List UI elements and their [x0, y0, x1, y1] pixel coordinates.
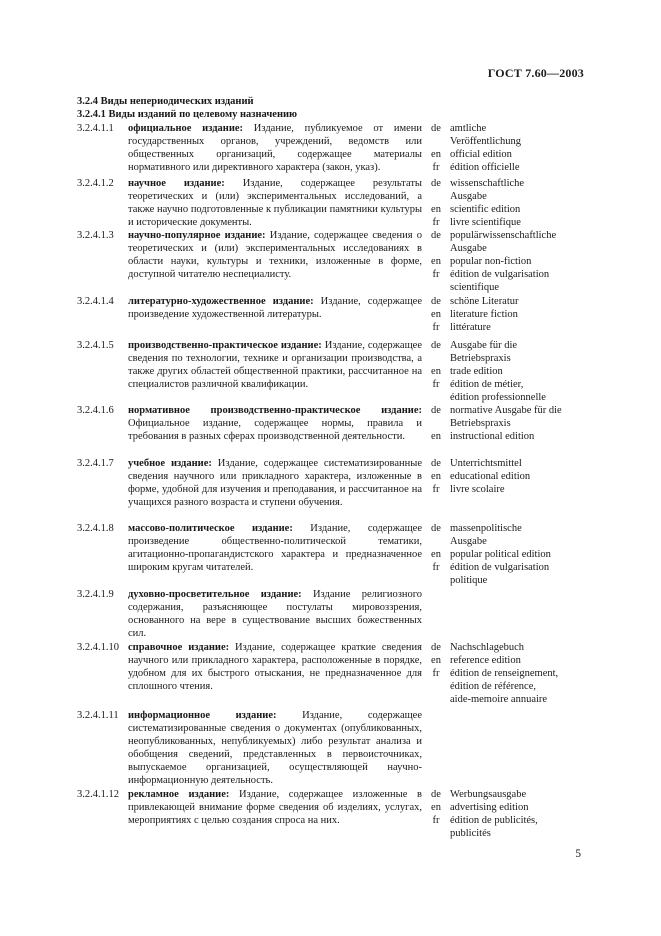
translation-text: édition de métier, — [450, 378, 524, 390]
translation-row — [422, 379, 602, 392]
translation-text: scientific edition — [450, 203, 521, 215]
translation-row — [422, 230, 602, 243]
translation-row — [422, 815, 602, 828]
entry-term: нормативное производственно-практическое издание: — [128, 405, 422, 416]
section-title: 3.2.4 Виды непериодических изданий — [77, 96, 254, 107]
translation-row — [422, 828, 602, 841]
language-code — [422, 282, 450, 295]
entry-definition — [128, 178, 422, 230]
translation-row — [422, 458, 602, 471]
translation-text: édition de vulgarisation — [450, 561, 550, 573]
translation-text: livre scolaire — [450, 483, 505, 495]
entry-term: научное издание: — [128, 178, 225, 189]
language-code: en — [431, 203, 441, 215]
language-code — [422, 243, 450, 256]
language-code: en — [431, 148, 441, 160]
language-code: de — [431, 523, 441, 534]
translation-row — [422, 136, 602, 149]
language-code: en — [431, 430, 441, 442]
translation-row — [422, 191, 602, 204]
translation-row — [422, 256, 602, 269]
translation-row — [422, 217, 602, 230]
entry-number: 3.2.4.1.8 — [77, 523, 114, 534]
translation-row — [422, 802, 602, 815]
entry-text: Издание, содержащее изложенные в привлекающей внимание форме сведения об изделиях, услугах, мероприятиях с целью создания спроса на них. — [128, 789, 422, 826]
translations — [422, 230, 602, 295]
translations — [422, 296, 602, 335]
language-code: en — [431, 548, 441, 560]
entry-definition — [128, 458, 422, 510]
translations — [422, 178, 602, 230]
entry-text: Издание, содержащее произведение общественно-политической тематики, агитационно-пропагандистского характера и предназначенное широким кругам читателей. — [128, 523, 422, 573]
entry-text: Издание, публикуемое от имени государственных органов, учреждений, ведомств или общественных организаций, содержащее материалы нормативного или директивного характера (закон, указ). — [128, 123, 422, 173]
translation-row — [422, 243, 602, 256]
translation-row — [422, 681, 602, 694]
document-header: ГОСТ 7.60—2003 — [487, 66, 584, 80]
translation-row — [422, 642, 602, 655]
translation-row — [422, 523, 602, 536]
translations — [422, 523, 602, 588]
entry-text: Издание религиозного содержания, разъясняющее постулаты мировоззрения, основанного на вере в существование высших божественных сил. — [128, 589, 423, 639]
language-code: fr — [432, 483, 440, 495]
entry-text: Издание, содержащее сведения по технологии, технике и организации производства, а также других областей общественной практики, рассчитанное на специалистов различной квалификации. — [128, 340, 422, 390]
language-code: fr — [432, 216, 440, 228]
language-code — [422, 694, 450, 707]
translation-row — [422, 366, 602, 379]
language-code — [422, 575, 450, 588]
translation-row — [422, 575, 602, 588]
entry-text: Издание, содержащее результаты теоретических и (или) экспериментальных исследований, а также научно подготовленные к публикации памятники культуры и исторические документы. — [128, 178, 422, 228]
page-number: 5 — [575, 848, 581, 860]
translation-row — [422, 392, 602, 405]
language-code: de — [431, 405, 441, 416]
translation-row — [422, 282, 602, 295]
translations — [422, 458, 602, 497]
language-code — [422, 136, 450, 149]
entry-definition — [128, 340, 422, 392]
entry-definition — [128, 710, 422, 787]
translation-row — [422, 178, 602, 191]
translations — [422, 123, 602, 175]
entry-term: информационное издание: — [128, 710, 277, 721]
entry-number: 3.2.4.1.11 — [77, 710, 119, 721]
entry-number: 3.2.4.1.5 — [77, 340, 114, 351]
translation-text: littérature — [450, 321, 491, 333]
translation-text: trade edition — [450, 365, 503, 377]
translation-row — [422, 562, 602, 575]
entry-term: производственно-практическое издание: — [128, 340, 322, 351]
translation-row — [422, 296, 602, 309]
entry-term: духовно-просветительное издание: — [128, 589, 302, 600]
entry-definition — [128, 123, 422, 175]
entry-term: официальное издание: — [128, 123, 244, 134]
translation-row — [422, 123, 602, 136]
language-code — [422, 828, 450, 841]
translation-text: official edition — [450, 148, 512, 160]
language-code — [422, 681, 450, 694]
language-code: en — [431, 654, 441, 666]
translation-row — [422, 484, 602, 497]
entry-number: 3.2.4.1.1 — [77, 123, 114, 134]
language-code: de — [431, 296, 441, 307]
translation-text: reference edition — [450, 654, 521, 666]
entry-definition — [128, 642, 422, 694]
translation-text: scientifique — [450, 281, 499, 293]
translation-row — [422, 340, 602, 353]
entry-term: массово-политическое издание: — [128, 523, 293, 534]
translations — [422, 340, 602, 405]
language-code: fr — [432, 561, 440, 573]
entry-definition — [128, 589, 422, 641]
entry-text: Издание, содержащее произведение художественной литературы. — [128, 296, 422, 320]
translations — [422, 405, 602, 444]
translation-text: massenpolitische — [450, 523, 522, 534]
translation-row — [422, 322, 602, 335]
translation-row — [422, 668, 602, 681]
language-code: de — [431, 642, 441, 653]
translation-text: Werbungsausgabe — [450, 789, 527, 800]
translation-text: literature fiction — [450, 308, 518, 320]
entry-number: 3.2.4.1.6 — [77, 405, 114, 416]
language-code — [422, 353, 450, 366]
translation-row — [422, 655, 602, 668]
translation-row — [422, 204, 602, 217]
entry-term: рекламное издание: — [128, 789, 230, 800]
language-code — [422, 392, 450, 405]
entry-number: 3.2.4.1.4 — [77, 296, 114, 307]
translation-row — [422, 431, 602, 444]
translation-text: publicités — [450, 827, 491, 839]
translation-row — [422, 536, 602, 549]
language-code: en — [431, 255, 441, 267]
entry-number: 3.2.4.1.10 — [77, 642, 119, 653]
translation-row — [422, 418, 602, 431]
entry-number: 3.2.4.1.12 — [77, 789, 119, 800]
translation-row — [422, 694, 602, 707]
language-code: de — [431, 340, 441, 351]
translations — [422, 789, 602, 841]
translation-text: educational edition — [450, 470, 531, 482]
entry-number: 3.2.4.1.3 — [77, 230, 114, 241]
translation-text: édition de renseignement, — [450, 667, 559, 679]
language-code: fr — [432, 321, 440, 333]
language-code: en — [431, 470, 441, 482]
translation-row — [422, 149, 602, 162]
language-code: en — [431, 365, 441, 377]
entry-definition — [128, 230, 422, 282]
entry-term: справочное издание: — [128, 642, 230, 653]
translation-text: popular political edition — [450, 548, 551, 560]
translation-text: politique — [450, 574, 488, 586]
translation-text: Betriebspraxis — [450, 352, 511, 364]
translation-text: édition professionnelle — [450, 391, 546, 403]
translation-text: schöne Literatur — [450, 296, 519, 307]
entry-text: Издание, содержащее систематизированные сведения о документах (опубликованных, неопубликованных, непубликуемых) либо результат анализа и обобщения сведений, представленных в первоисточниках, выпускаемое организацией, осуществляющей научно-информационную деятельность. — [128, 710, 423, 786]
language-code: fr — [432, 378, 440, 390]
translation-text: Ausgabe — [450, 535, 487, 547]
entry-definition — [128, 296, 422, 322]
entry-number: 3.2.4.1.7 — [77, 458, 114, 469]
translation-row — [422, 269, 602, 282]
translation-text: instructional edition — [450, 430, 535, 442]
subsection-title: 3.2.4.1 Виды изданий по целевому назначению — [77, 109, 298, 120]
translation-text: édition de vulgarisation — [450, 268, 550, 280]
language-code: de — [431, 230, 441, 241]
translation-row — [422, 549, 602, 562]
language-code: fr — [432, 814, 440, 826]
entry-number: 3.2.4.1.9 — [77, 589, 114, 600]
translation-text: Nachschlagebuch — [450, 642, 525, 653]
entry-term: учебное издание: — [128, 458, 212, 469]
language-code: fr — [432, 161, 440, 173]
entry-definition — [128, 523, 422, 575]
translation-row — [422, 471, 602, 484]
translation-text: Veröffentlichung — [450, 135, 521, 147]
language-code: en — [431, 308, 441, 320]
language-code: en — [431, 801, 441, 813]
language-code: fr — [432, 667, 440, 679]
translation-text: livre scientifique — [450, 216, 521, 228]
translation-text: amtliche — [450, 123, 487, 134]
translation-text: édition officielle — [450, 161, 520, 173]
entry-term: научно-популярное издание: — [128, 230, 266, 241]
language-code: fr — [432, 268, 440, 280]
language-code — [422, 418, 450, 431]
translation-text: Betriebspraxis — [450, 417, 511, 429]
translation-text: édition de publicités, — [450, 814, 538, 826]
translation-text: aide-memoire annuaire — [450, 693, 548, 705]
translation-text: Ausgabe — [450, 242, 487, 254]
entry-number: 3.2.4.1.2 — [77, 178, 114, 189]
translation-text: Ausgabe — [450, 190, 487, 202]
entry-text: Официальное издание, содержащее нормы, правила и требования в разных сферах производственной деятельности. — [128, 417, 422, 442]
translation-text: Ausgabe für die — [450, 340, 518, 351]
entry-text: Издание, содержащее краткие сведения научного или прикладного характера, расположенные в порядке, удобном для их быстрого отыскания, не предназначенное для сплошного чтения. — [128, 642, 423, 692]
language-code: de — [431, 178, 441, 189]
translation-row — [422, 789, 602, 802]
translation-text: wissenschaftliche — [450, 178, 525, 189]
translation-text: normative Ausgabe für die — [450, 405, 562, 416]
entry-definition — [128, 789, 422, 828]
translation-text: populärwissenschaftliche — [450, 230, 557, 241]
language-code — [422, 536, 450, 549]
translation-text: édition de référence, — [450, 680, 536, 692]
translation-text: Unterrichtsmittel — [450, 458, 522, 469]
entry-text: Издание, содержащее сведения о теоретических и (или) экспериментальных исследованиях в области науки, культуры и техники, изложенные в форме, доступной читателю неспециалисту. — [128, 230, 422, 280]
translations — [422, 642, 602, 707]
language-code: de — [431, 123, 441, 134]
translation-row — [422, 162, 602, 175]
entry-definition — [128, 405, 422, 444]
language-code: de — [431, 458, 441, 469]
entry-text: Издание, содержащее систематизированные сведения научного или прикладного характера, изложенные в форме, удобной для изучения и преподавания, и рассчитанное на учащихся разного возраста и ступени обучения. — [128, 458, 422, 508]
translation-text: popular non-fiction — [450, 255, 532, 267]
language-code: de — [431, 789, 441, 800]
translation-row — [422, 405, 602, 418]
translation-row — [422, 353, 602, 366]
translation-text: advertising edition — [450, 801, 529, 813]
translation-row — [422, 309, 602, 322]
language-code — [422, 191, 450, 204]
entry-term: литературно-художественное издание: — [128, 296, 314, 307]
